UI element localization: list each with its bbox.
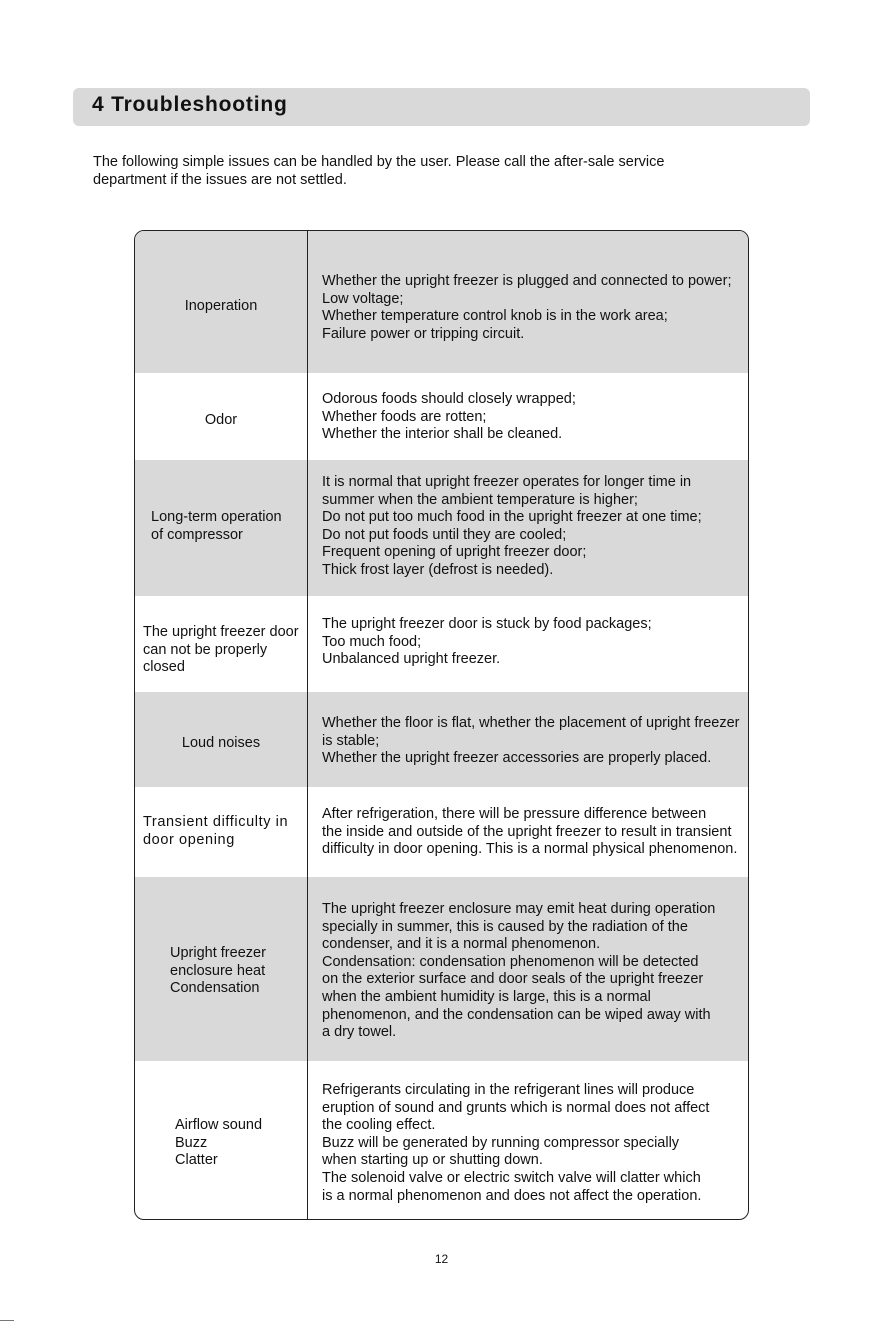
table-row-airflow-sound	[135, 1061, 748, 1220]
issue-label: Odor	[204, 412, 238, 428]
solution-line: the cooling effect.	[322, 1117, 436, 1134]
solution-line: Thick frost layer (defrost is needed).	[322, 561, 554, 578]
issue-label: Buzz	[175, 1134, 208, 1151]
solution-line: specially in summer, this is caused by the radiation of the	[322, 918, 688, 935]
issue-cell	[143, 814, 288, 849]
solution-line: The solenoid valve or electric switch valve will clatter which	[322, 1169, 701, 1186]
page-number: 12	[434, 1252, 449, 1266]
solution-line: Whether the upright freezer accessories are properly placed.	[322, 750, 712, 767]
scan-mark	[0, 1320, 14, 1321]
solution-line: Odorous foods should closely wrapped;	[322, 391, 576, 407]
issue-label: Transient difficulty in	[143, 814, 289, 830]
solution-line: eruption of sound and grunts which is normal does not affect	[322, 1099, 710, 1116]
solution-line: when the ambient humidity is large, this is a normal	[322, 988, 651, 1005]
issue-label: Inoperation	[184, 298, 258, 314]
solution-cell	[322, 616, 749, 669]
solution-line: Too much food;	[322, 633, 422, 650]
section-header	[73, 88, 810, 126]
solution-line: Unbalanced upright freezer.	[322, 651, 501, 668]
solution-line: summer when the ambient temperature is higher;	[322, 491, 638, 508]
solution-line: The upright freezer enclosure may emit heat during operation	[322, 901, 716, 917]
issue-label: Upright freezer	[170, 945, 266, 961]
issue-label: closed	[143, 659, 185, 675]
solution-line: difficulty in door opening. This is a normal physical phenomenon.	[322, 841, 738, 858]
solution-cell	[322, 806, 749, 859]
solution-line: Do not put foods until they are cooled;	[322, 526, 567, 543]
issue-cell	[135, 412, 307, 430]
solution-line: Whether the interior shall be cleaned.	[322, 426, 563, 443]
solution-line: on the exterior surface and door seals of the upright freezer	[322, 971, 704, 988]
issue-cell	[175, 1117, 262, 1170]
solution-line: is a normal phenomenon and does not affect the operation.	[322, 1187, 702, 1204]
solution-line: condenser, and it is a normal phenomenon.	[322, 936, 601, 953]
solution-line: Frequent opening of upright freezer door;	[322, 544, 587, 561]
solution-line: Whether foods are rotten;	[322, 408, 487, 425]
table-row-inoperation	[135, 231, 748, 373]
issue-label: enclosure heat	[170, 962, 266, 979]
issue-label: Loud noises	[181, 735, 261, 751]
issue-label: of compressor	[151, 526, 243, 543]
issue-cell	[135, 298, 307, 316]
issue-label: Long-term operation	[151, 509, 282, 525]
solution-line: Refrigerants circulating in the refrigerant lines will produce	[322, 1082, 695, 1098]
solution-line: Condensation: condensation phenomenon will be detected	[322, 953, 699, 970]
solution-line: is stable;	[322, 732, 380, 749]
table-row-door-not-closed	[135, 596, 748, 692]
table-row-enclosure-heat	[135, 877, 748, 1061]
issue-label: Airflow sound	[175, 1117, 263, 1133]
issue-label: can not be properly	[143, 641, 268, 658]
solution-line: Low voltage;	[322, 290, 404, 307]
solution-cell	[322, 901, 749, 1042]
table-row-long-term-operation	[135, 460, 748, 596]
column-divider	[307, 231, 308, 1219]
solution-line: the inside and outside of the upright freezer to result in transient	[322, 823, 732, 840]
issue-label: Clatter	[175, 1152, 218, 1168]
intro-paragraph	[93, 153, 793, 189]
issue-cell	[151, 509, 282, 544]
solution-line: phenomenon, and the condensation can be wiped away with	[322, 1006, 711, 1023]
table-row-odor	[135, 373, 748, 460]
table-row-loud-noises	[135, 692, 748, 787]
table-row-transient-difficulty	[135, 787, 748, 877]
issue-cell	[135, 735, 307, 753]
solution-cell	[322, 715, 749, 768]
solution-line: Whether the upright freezer is plugged and connected to power;	[322, 273, 732, 289]
solution-cell	[322, 391, 749, 444]
solution-line: Whether temperature control knob is in the work area;	[322, 308, 668, 325]
troubleshooting-table	[134, 230, 749, 1220]
issue-label: The upright freezer door	[143, 624, 299, 640]
issue-cell	[143, 624, 299, 677]
section-title: 4 Troubleshooting	[92, 93, 288, 116]
solution-line: a dry towel.	[322, 1024, 397, 1041]
intro-line: department if the issues are not settled.	[93, 172, 347, 188]
solution-line: Whether the floor is flat, whether the placement of upright freezer	[322, 715, 740, 731]
solution-line: Buzz will be generated by running compressor specially	[322, 1134, 680, 1151]
solution-cell	[322, 474, 749, 580]
solution-line: Do not put too much food in the upright freezer at one time;	[322, 509, 702, 526]
issue-cell	[170, 945, 266, 998]
solution-line: It is normal that upright freezer operates for longer time in	[322, 474, 692, 490]
solution-line: The upright freezer door is stuck by food packages;	[322, 616, 652, 632]
solution-line: Failure power or tripping circuit.	[322, 325, 525, 342]
solution-cell	[322, 1082, 749, 1205]
solution-line: when starting up or shutting down.	[322, 1152, 543, 1169]
intro-line: The following simple issues can be handled by the user. Please call the after-sale service	[93, 154, 665, 170]
solution-cell	[322, 273, 749, 343]
issue-label: Condensation	[170, 980, 260, 996]
solution-line: After refrigeration, there will be pressure difference between	[322, 806, 707, 822]
issue-label: door opening	[143, 831, 235, 848]
